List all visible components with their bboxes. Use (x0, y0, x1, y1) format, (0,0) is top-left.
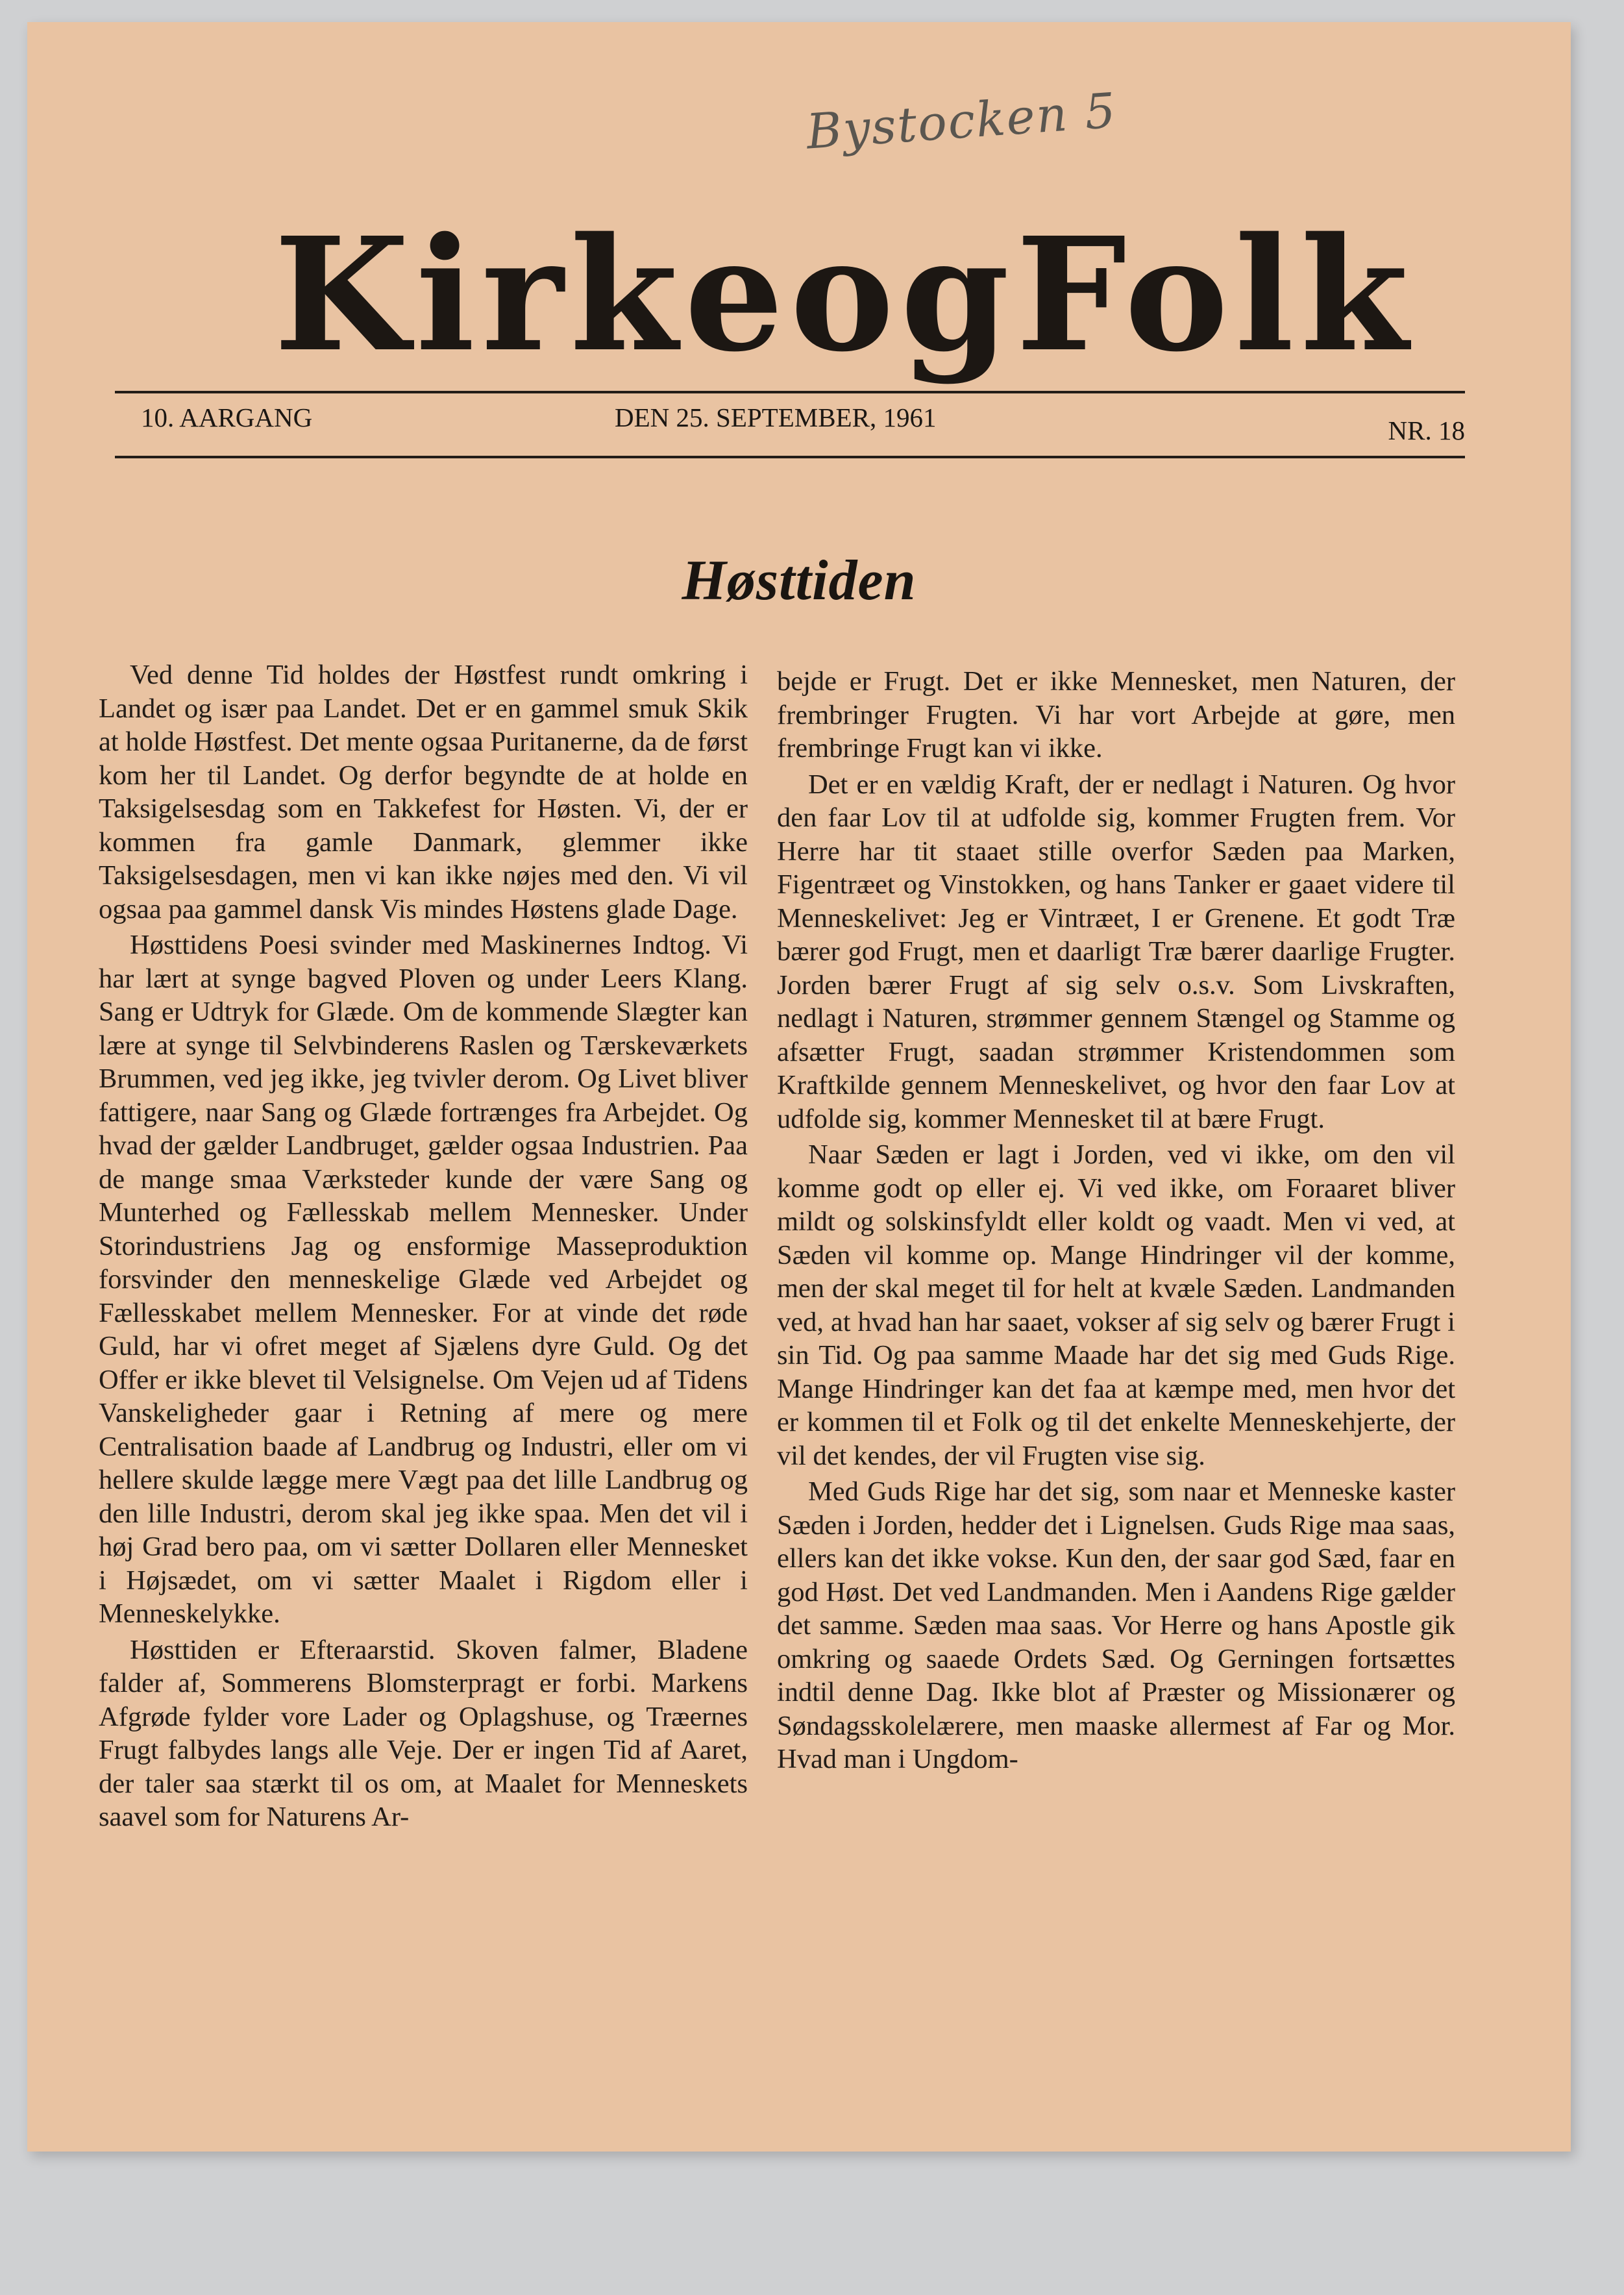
paragraph: Naar Sæden er lagt i Jorden, ved vi ikke, om den vil komme godt op eller ej. Vi ved ikke, om Foraaret bliver mildt og solskinsfyldt eller koldt og vaadt. Men vi ved, at Sæden vil komme op. Mange Hindringer vil der komme, men der skal meget til for helt at kvæle Sæden. Landmanden ved, at hvad han har saaet, vokser af sig selv og bærer Frugt i sin Tid. Og paa samme Maade har det sig med Guds Rige. Mange Hindringer kan det faa at kæmpe med, men hvor det er kommen til et Folk og til det enkelte Menneskehjerte, der vil det kendes, der vil Frugten vise sig. (777, 1139, 1455, 1471)
masthead-rule-top (115, 391, 1465, 393)
masthead-word-folk: Folk (1016, 203, 1415, 386)
paragraph: Ved denne Tid holdes der Høstfest rundt omkring i Landet og især paa Landet. Det er en gammel smuk Skik at holde Høstfest. Det mente ogsaa Puritanerne, da de først kom her til Landet. Og derfor begyndte de at holde en Taksigelsesdag som en Takkefest for Høsten. Vi, der er kommen fra gamle Danmark, glemmer ikke Taksigelsesdagen, men vi kan ikke nøjes med den. Vi vil ogsaa paa gammel dansk Vis mindes Høstens glade Dage. (99, 660, 748, 924)
newspaper-page (27, 22, 1571, 2152)
paragraph: Høsttiden er Efteraarstid. Skoven falmer, Bladene falder af, Sommerens Blomsterpragt er forbi. Markens Afgrøde fylder vore Lader og Oplagshuse, og Træernes Frugt falbydes langs alle Veje. Der er ingen Tid af Aaret, der taler saa stærkt til os om, at Maalet for Menneskets saavel som for Naturens Ar- (99, 1634, 748, 1832)
masthead-word-kirke: Kirke (274, 203, 791, 386)
article-column-left (99, 658, 748, 1837)
masthead-word-og: og (790, 203, 1016, 386)
masthead-title (274, 203, 1415, 386)
article-headline: Høsttiden (682, 549, 917, 612)
issue-info-row (115, 402, 1465, 445)
paragraph: Høsttidens Poesi svinder med Maskinernes Indtog. Vi har lært at synge bagved Ploven og under Leers Klang. Sang er Udtryk for Glæde. Om de kommende Slægter kan lære at synge til Selvbinderens Raslen og Tærskeværkets Brummen, ved jeg ikke, jeg tvivler derom. Og Livet bliver fattigere, naar Sang og Glæde fortrænges fra Arbejdet. Og hvad der gælder Landbruget, gælder ogsaa Industrien. Paa de mange smaa Værksteder kunde der være Sang og Munterhed og Fællesskab mellem Mennesker. Under Storindustriens Jag og ensformige Masseproduktion forsvinder den menneskelige Glæde ved Arbejdet og Fællesskabet mellem Mennesker. For at vinde det røde Guld, har vi ofret meget af Sjælens dyre Guld. Og det Offer er ikke blevet til Velsignelse. Om Vejen ud af Tidens Vanskeligheder gaar i Retning af mere og mere Centralisation baade af Landbrug og Industri, eller om vi hellere skulde lægge mere Vægt paa det lille Landbrug og den lille Industri, derom skal jeg ikke spaa. Men det vil i høj Grad bero paa, om vi sætter Dollaren eller Mennesket i Højsædet, om vi sætter Maalet i Rigdom eller i Menneskelykke. (99, 930, 748, 1629)
issue-date: DEN 25. SEPTEMBER, 1961 (615, 403, 937, 432)
paragraph: Med Guds Rige har det sig, som naar et Menneske kaster Sæden i Jorden, hedder det i Lignelsen. Guds Rige maa saas, ellers kan det ikke vokse. Kun den, der saar god Sæd, faar en god Høst. Det ved Landmanden. Men i Aandens Rige gælder det samme. Sæden maa saas. Vor Herre og hans Apostle gik omkring og saaede Ordets Sæd. Og Gerningen fortsættes indtil denne Dag. Ikke blot af Præster og Missionærer og Søndagsskolelærere, men maaske allermest af Far og Mor. Hvad man i Ungdom- (777, 1476, 1455, 1774)
handwritten-note: Bystocken 5 (804, 82, 1119, 160)
masthead-rule-bottom (115, 456, 1465, 458)
paragraph: Det er en vældig Kraft, der er nedlagt i Naturen. Og hvor den faar Lov til at udfolde sig, kommer Frugten frem. Vor Herre har tit staaet stille overfor Sæden paa Marken, Figentræet og Vinstokken, og hans Tanker er gaaet videre til Menneskelivet: Jeg er Vintræet, I er Grenene. Et godt Træ bærer god Frugt, men et daarligt Træ bærer daarlige Frugter. Jorden bærer Frugt af sig selv o.s.v. Som Livskraften, nedlagt i Naturen, strømmer gennem Stængel og Stamme og afsætter Frugt, saadan strømmer Kristendommen som Kraftkilde gennem Menneskelivet, og hvor den faar Lov at udfolde sig, kommer Mennesket til at bære Frugt. (777, 769, 1455, 1134)
issue-number: NR. 18 (1388, 416, 1465, 445)
paragraph: bejde er Frugt. Det er ikke Mennesket, men Naturen, der frembringer Frugten. Vi har vort Arbejde at gøre, men frembringe Frugt kan vi ikke. (777, 666, 1455, 763)
article-column-right (777, 665, 1455, 1779)
volume-label: 10. AARGANG (141, 403, 313, 432)
